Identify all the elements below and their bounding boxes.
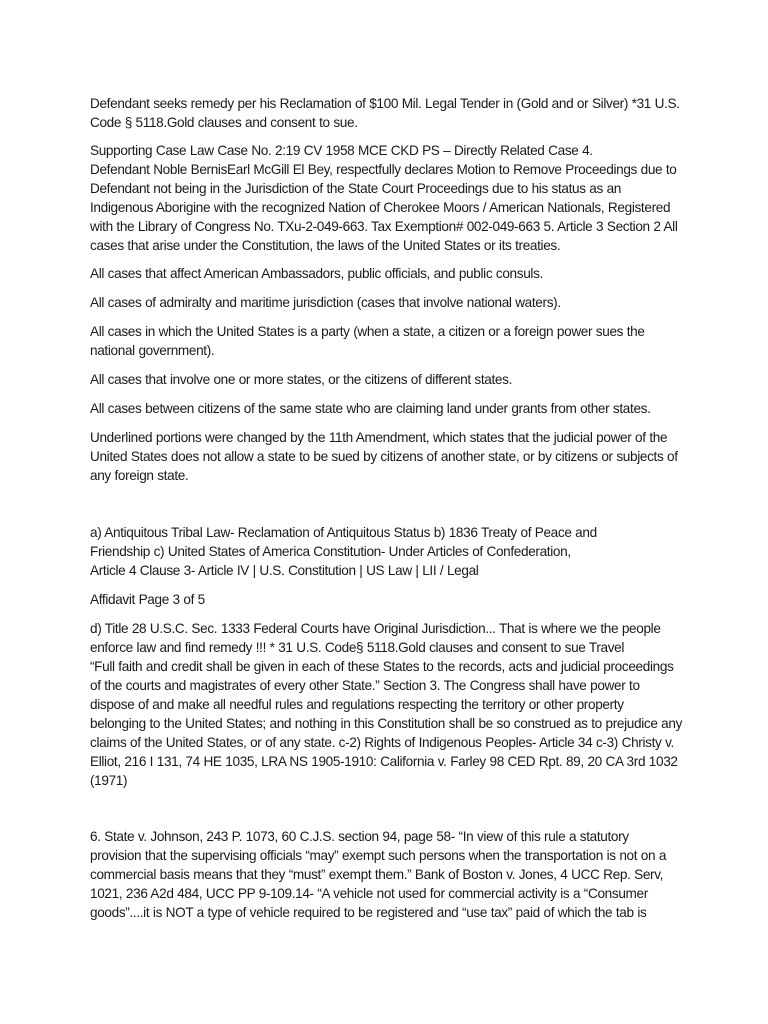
- text-line: Elliot, 216 I 131, 74 HE 1035, LRA NS 1905-1910: California v. Farley 98 CED Rpt. 89, 20 CA 3rd 1032: [90, 754, 678, 769]
- text-line: 1021, 236 A2d 484, UCC PP 9-109.14- “A vehicle not used for commercial activity is a “Consumer: [90, 886, 648, 901]
- text-line: national government).: [90, 343, 215, 358]
- text-line: cases that arise under the Constitution, the laws of the United States or its treaties.: [90, 238, 561, 253]
- page-marker: [90, 590, 690, 609]
- text-line: All cases between citizens of the same state who are claiming land under grants from other states.: [90, 401, 651, 416]
- text-line: 6. State v. Johnson, 243 P. 1073, 60 C.J.S. section 94, page 58- “In view of this rule a statutory: [90, 829, 629, 844]
- text-line: Supporting Case Law Case No. 2:19 CV 1958 MCE CKD PS – Directly Related Case 4.: [90, 143, 593, 158]
- text-line: Underlined portions were changed by the 11th Amendment, which states that the judicial power of the: [90, 430, 668, 445]
- text-line: All cases that involve one or more states, or the citizens of different states.: [90, 372, 513, 387]
- text-line: with the Library of Congress No. TXu-2-049-663. Tax Exemption# 002-049-663 5. Article 3 Section 2 All: [90, 219, 678, 234]
- text-line: Defendant seeks remedy per his Reclamation of $100 Mil. Legal Tender in (Gold and or Silver) *31 U.S.: [90, 96, 680, 111]
- paragraph-state-v-johnson: [90, 827, 690, 922]
- text-line: commercial basis means that they “must” exempt them.” Bank of Boston v. Jones, 4 UCC Rep. Serv,: [90, 867, 664, 882]
- paragraph-tribal-law: [90, 523, 690, 580]
- paragraph-admiralty: [90, 293, 690, 312]
- text-line: All cases that affect American Ambassadors, public officials, and public consuls.: [90, 266, 543, 281]
- paragraph-states: [90, 370, 690, 389]
- text-line: Friendship c) United States of America Constitution- Under Articles of Confederation,: [90, 544, 571, 559]
- paragraph-remedy: [90, 94, 690, 132]
- text-line: (1971): [90, 773, 128, 788]
- text-line: Defendant Noble BernisEarl McGill El Bey, respectfully declares Motion to Remove Proceedings due to: [90, 162, 677, 177]
- text-line: enforce law and find remedy !!! * 31 U.S. Code§ 5118.Gold clauses and consent to sue Travel: [90, 640, 625, 655]
- paragraph-united-states-party: [90, 322, 690, 360]
- text-line: dispose of and make all needful rules and regulations respecting the territory or other property: [90, 697, 624, 712]
- text-line: a) Antiquitous Tribal Law- Reclamation of Antiquitous Status b) 1836 Treaty of Peace and: [90, 525, 597, 540]
- text-line: United States does not allow a state to be sued by citizens of another state, or by citizens or subjects of: [90, 449, 678, 464]
- text-line: goods”....it is NOT a type of vehicle required to be registered and “use tax” paid of which the tab is: [90, 905, 647, 920]
- text-line: “Full faith and credit shall be given in each of these States to the records, acts and judicial proceedings: [90, 659, 674, 674]
- text-line: Defendant not being in the Jurisdiction of the State Court Proceedings due to his status as an: [90, 181, 622, 196]
- text-line: Article 4 Clause 3- Article IV | U.S. Constitution | US Law | LII / Legal: [90, 563, 479, 578]
- text-line: Code § 5118.Gold clauses and consent to sue.: [90, 115, 358, 130]
- text-line: Indigenous Aborigine with the recognized Nation of Cherokee Moors / American Nationals, Registered: [90, 200, 671, 215]
- text-line: provision that the supervising officials “may” exempt such persons when the transportation is not on a: [90, 848, 667, 863]
- paragraph-title-28: [90, 619, 690, 790]
- text-line: claims of the United States, or of any state. c-2) Rights of Indigenous Peoples- Article 34 c-3) Christy v.: [90, 735, 674, 750]
- text-line: of the courts and magistrates of every other State.” Section 3. The Congress shall have power to: [90, 678, 640, 693]
- text-line: All cases in which the United States is a party (when a state, a citizen or a foreign power sues the: [90, 324, 645, 339]
- paragraph-land-grants: [90, 399, 690, 418]
- text-line: All cases of admiralty and maritime jurisdiction (cases that involve national waters).: [90, 295, 561, 310]
- text-line: Affidavit Page 3 of 5: [90, 592, 205, 607]
- text-line: d) Title 28 U.S.C. Sec. 1333 Federal Courts have Original Jurisdiction... That is where we the people: [90, 621, 661, 636]
- paragraph-supporting-case: [90, 141, 690, 255]
- paragraph-ambassadors: [90, 264, 690, 283]
- text-line: any foreign state.: [90, 468, 189, 483]
- text-line: belonging to the United States; and nothing in this Constitution shall be so construed as to prejudice any: [90, 716, 683, 731]
- paragraph-11th-amendment: [90, 428, 690, 485]
